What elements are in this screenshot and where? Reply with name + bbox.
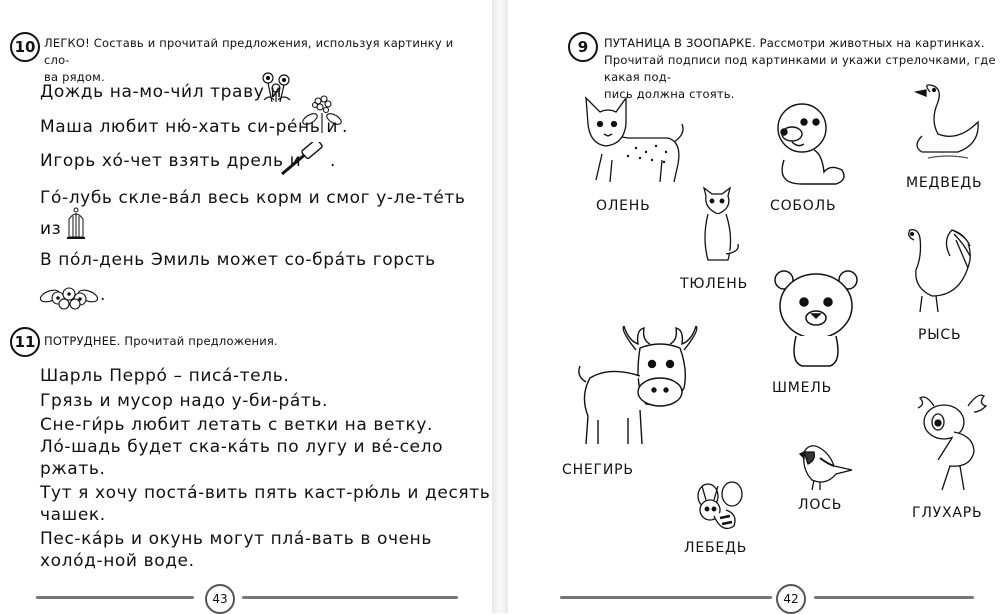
book-spine: [492, 0, 508, 613]
label-sobol: СОБОЛЬ: [770, 198, 837, 214]
sentence-dove: Го́-лубь скле-ва́л весь корм и смог у-ле-те́ть: [40, 188, 466, 208]
sentence-horse: Ло́-шадь будет ска-ка́ть по лугу и ве́-село: [40, 437, 444, 457]
page-number-43: 43: [205, 584, 235, 614]
sentence-igor: Игорь хо́-чет взять дрель и: [40, 151, 302, 171]
lynx-drawing: [578, 94, 688, 186]
sentence-fish-cont: холо́д-ной воде.: [40, 551, 195, 571]
task-9-instruction-line2: Прочитай подписи под картинками и укажи стрелочками, где какая под-: [604, 53, 996, 84]
footer-line-left: [560, 596, 772, 599]
footer-line-left: [36, 596, 194, 599]
sentence-rain: Дождь на-мо-чи́л траву и: [40, 82, 283, 102]
sentence-dove-cont: из: [40, 219, 62, 239]
left-page: [0, 0, 492, 613]
bullfinch-drawing: [790, 440, 856, 492]
birdcage-icon: [66, 207, 86, 241]
label-tyulen: ТЮЛЕНЬ: [680, 276, 748, 292]
sentence-masha: Маша любит ню́-хать си-ре́нь и: [40, 117, 339, 137]
sentence-emil: В по́л-день Эмиль может со-бра́ть горсть: [40, 250, 436, 270]
seal-drawing: [766, 100, 850, 188]
bear-drawing: [772, 266, 860, 370]
swan-drawing: [908, 82, 984, 162]
grouse-drawing: [892, 226, 976, 318]
task-10-instruction: [44, 35, 464, 86]
footer-line-right: [242, 596, 458, 599]
label-lebed: ЛЕБЕДЬ: [684, 540, 748, 556]
label-snegir: СНЕГИРЬ: [562, 462, 634, 478]
label-shmel: ШМЕЛЬ: [772, 380, 833, 396]
blueberries-icon: [38, 276, 100, 310]
label-medved: МЕДВЕДЬ: [906, 175, 983, 191]
deer-drawing: [908, 392, 994, 496]
sentence-dirt: Грязь и мусор надо у-би-ра́ть.: [40, 391, 329, 411]
task-10-instruction-line2: ва рядом.: [44, 70, 105, 84]
label-rys: РЫСЬ: [918, 327, 962, 343]
task-9-instruction-line1: ПУТАНИЦА В ЗООПАРКЕ. Рассмотри животных на картинках.: [604, 36, 985, 50]
footer-line-right: [814, 596, 974, 599]
sable-drawing: [694, 186, 742, 266]
period: .: [100, 285, 107, 305]
period: .: [330, 151, 337, 171]
task-10-instruction-line1: ЛЕГКО! Составь и прочитай предложения, используя картинку и сло-: [44, 36, 454, 67]
label-glukhar: ГЛУХАРЬ: [912, 505, 983, 521]
page-number-42: 42: [776, 584, 806, 614]
right-page: [508, 0, 1000, 613]
sentence-bullfinch: Сне-ги́рь любит летать с ветки на ветку.: [40, 415, 434, 435]
task-10-number: 10: [10, 32, 40, 62]
sentence-pots-cont: чашек.: [40, 505, 106, 525]
task-11-instruction: ПОТРУДНЕЕ. Прочитай предложения.: [44, 334, 278, 348]
sentence-pots: Тут я хочу поста́-вить пять каст-рю́ль и десять: [40, 483, 491, 503]
flowers-icon: [258, 70, 300, 104]
lilac-icon: [300, 93, 344, 135]
hammer-icon: [278, 142, 328, 178]
task-11-number: 11: [10, 327, 40, 357]
period: .: [342, 117, 349, 137]
sentence-perrault: Шарль Перро́ – писа́-тель.: [40, 366, 290, 386]
label-olen: ОЛЕНЬ: [596, 198, 651, 214]
label-los: ЛОСЬ: [798, 497, 843, 513]
sentence-fish: Пес-ка́рь и окунь могут пла́-вать в очень: [40, 529, 433, 549]
sentence-horse-cont: ржать.: [40, 459, 106, 479]
bee-drawing: [688, 480, 748, 536]
task-9-number: 9: [568, 32, 598, 62]
moose-drawing: [576, 326, 736, 450]
task-9-instruction-line3: пись должна стоять.: [604, 87, 735, 101]
